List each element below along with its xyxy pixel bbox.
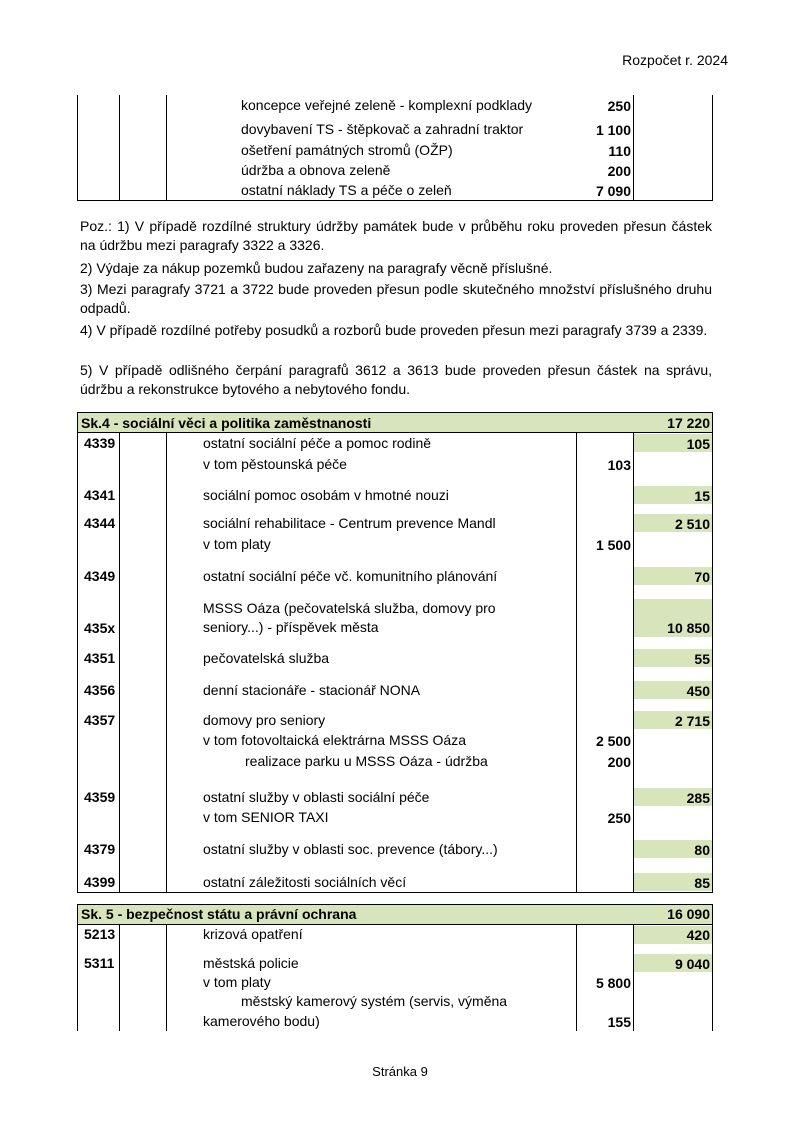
row-sub: 155 bbox=[607, 1014, 631, 1030]
row-total: 70 bbox=[694, 569, 710, 585]
row-label: městský kamerový systém (servis, výměna bbox=[241, 993, 508, 1009]
row-total: 55 bbox=[694, 651, 710, 667]
row-sub: 103 bbox=[607, 457, 631, 473]
row-label: seniory...) - příspěvek města bbox=[203, 619, 379, 635]
row-label: ostatní služby v oblasti sociální péče bbox=[203, 789, 430, 805]
row-label: sociální pomoc osobám v hmotné nouzi bbox=[203, 487, 449, 503]
row-label: pečovatelská služba bbox=[203, 650, 330, 666]
row-sub: 250 bbox=[607, 810, 631, 826]
page-number: Stránka 9 bbox=[372, 1064, 428, 1079]
row-label: krizová opatření bbox=[203, 926, 303, 942]
row-code: 435x bbox=[84, 620, 116, 636]
row-label: kamerového bodu) bbox=[203, 1013, 320, 1029]
row-code: 4359 bbox=[84, 789, 116, 805]
row-total: 105 bbox=[686, 436, 710, 452]
row-label: v tom platy bbox=[203, 536, 271, 552]
row-label: ostatní služby v oblasti soc. prevence (tábory...) bbox=[203, 841, 498, 857]
row-label: v tom pěstounská péče bbox=[203, 456, 347, 472]
row-code: 4357 bbox=[84, 712, 116, 728]
table-row-label: koncepce veřejné zeleně - komplexní podklady bbox=[241, 97, 533, 113]
row-code: 4339 bbox=[84, 435, 116, 451]
row-code: 4379 bbox=[84, 841, 116, 857]
row-code: 5311 bbox=[84, 955, 115, 971]
row-code: 4341 bbox=[84, 487, 116, 503]
row-total: 2 510 bbox=[674, 516, 710, 532]
table-row-label: údržba a obnova zeleně bbox=[241, 162, 391, 178]
row-code: 5213 bbox=[84, 926, 116, 942]
row-code: 4356 bbox=[84, 682, 116, 698]
row-label: domovy pro seniory bbox=[203, 712, 326, 728]
table-row-amount: 110 bbox=[608, 143, 631, 159]
table-row-amount: 250 bbox=[607, 98, 631, 114]
section-total: 16 090 bbox=[667, 906, 710, 922]
row-label: denní stacionáře - stacionář NONA bbox=[203, 682, 421, 698]
note-4: 4) V případě rozdílné potřeby posudků a rozborů bude proveden přesun mezi paragrafy 3739 a 2339. bbox=[80, 322, 708, 338]
table-row-label: ošetření památných stromů (OŽP) bbox=[241, 142, 453, 158]
table-row-label: dovybavení TS - štěpkovač a zahradní traktor bbox=[241, 121, 524, 137]
row-code: 4349 bbox=[84, 568, 116, 584]
table-row-amount: 1 100 bbox=[595, 122, 631, 138]
row-code: 4351 bbox=[84, 650, 116, 666]
row-code: 4399 bbox=[84, 874, 116, 890]
row-sub: 200 bbox=[607, 754, 631, 770]
page-header: Rozpočet r. 2024 bbox=[622, 52, 728, 68]
section-total: 17 220 bbox=[667, 415, 710, 431]
table-row-amount: 7 090 bbox=[595, 183, 631, 199]
row-label: realizace parku u MSSS Oáza - údržba bbox=[245, 753, 488, 769]
row-total: 2 715 bbox=[674, 713, 710, 729]
note-2: 2) Výdaje za nákup pozemků budou zařazeny na paragrafy věcně příslušné. bbox=[80, 260, 553, 276]
row-label: v tom platy bbox=[203, 974, 271, 990]
note-3: 3) Mezi paragrafy 3721 a 3722 bude proveden přesun podle skutečného množství příslušného druhu odpadů. bbox=[80, 281, 712, 316]
row-code: 4344 bbox=[84, 515, 116, 531]
note-1: Poz.: 1) V případě rozdílné struktury údržby památek bude v průběhu roku proveden přesun částek na údržbu mezi paragrafy 3322 a 3326. bbox=[80, 218, 712, 253]
row-total: 15 bbox=[694, 488, 710, 504]
row-sub: 2 500 bbox=[595, 733, 631, 749]
row-label: ostatní sociální péče vč. komunitního plánování bbox=[203, 568, 498, 584]
row-label: MSSS Oáza (pečovatelská služba, domovy pro bbox=[203, 600, 496, 616]
table-row-label: ostatní náklady TS a péče o zeleň bbox=[241, 182, 452, 198]
row-total: 420 bbox=[686, 927, 710, 943]
row-label: ostatní záležitosti sociálních věcí bbox=[203, 874, 407, 890]
row-sub: 1 500 bbox=[595, 537, 631, 553]
row-label: městská policie bbox=[203, 955, 299, 971]
row-total: 9 040 bbox=[674, 956, 710, 972]
section-title: Sk. 5 - bezpečnost státu a právní ochrana bbox=[81, 906, 357, 922]
row-label: sociální rehabilitace - Centrum prevence Mandl bbox=[203, 515, 496, 531]
row-total: 80 bbox=[694, 842, 710, 858]
row-total: 85 bbox=[694, 875, 710, 891]
row-label: ostatní sociální péče a pomoc rodině bbox=[203, 435, 432, 451]
row-sub: 5 800 bbox=[595, 975, 631, 991]
row-total: 285 bbox=[686, 790, 710, 806]
note-5: 5) V případě odlišného čerpání paragrafů 3612 a 3613 bude proveden přesun částek na správu, údržbu a rekonstrukce bytového a nebytového fondu. bbox=[80, 362, 712, 397]
row-total: 10 850 bbox=[667, 620, 710, 636]
table-row-amount: 200 bbox=[607, 163, 631, 179]
row-label: v tom fotovoltaická elektrárna MSSS Oáza bbox=[203, 732, 466, 748]
section-title: Sk.4 - sociální věci a politika zaměstnanosti bbox=[81, 415, 372, 431]
row-label: v tom SENIOR TAXI bbox=[203, 809, 329, 825]
row-total: 450 bbox=[686, 683, 710, 699]
